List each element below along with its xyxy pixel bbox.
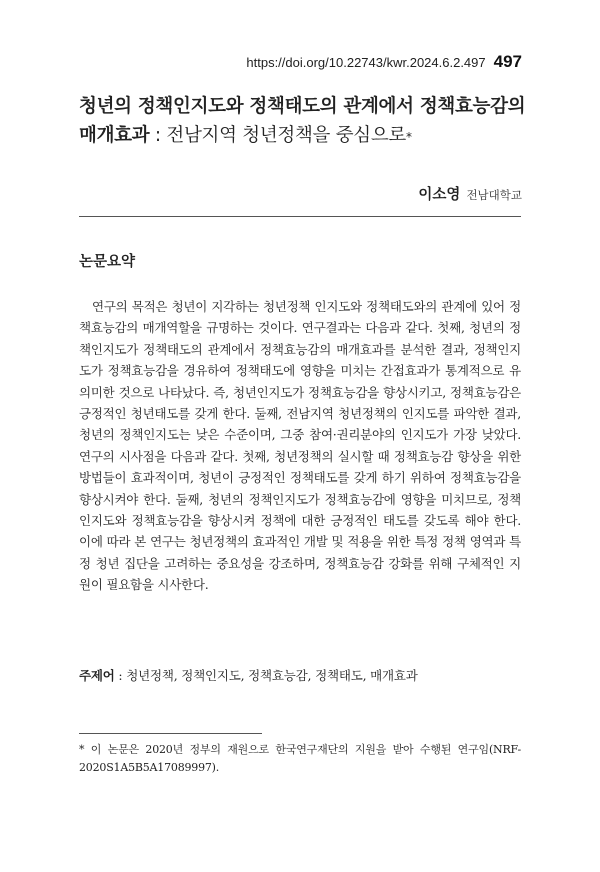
- page-number: 497: [493, 52, 522, 71]
- keywords-separator: :: [114, 668, 127, 683]
- abstract-heading: 논문요약: [79, 254, 136, 270]
- abstract-body: 연구의 목적은 청년이 지각하는 청년정책 인지도와 정책태도와의 관계에 있어 정책효능감의 매개역할을 규명하는 것이다. 연구결과는 다음과 같다. 첫째, 청년의 정책인지도가 정책태도의 관계에서 정책효능감의 매개효과를 분석한 결과, 정책인지도가 정책효능감을 경유하여 정책태도에 영향을 미치는 간접효과가 통계적으로 유의미한 것으로 나타났다. 즉, 청년인지도가 정책효능감을 향상시키고, 정책효능감은 긍정적인 청년태도를 갖게 한다. 둘째, 전남지역 청년정책의 인지도를 파악한 결과, 청년의 정책인지도는 낮은 수준이며, 그중 참여·권리분야의 인지도가 가장 낮았다. 연구의 시사점을 다음과 같다. 첫째, 청년정책의 실시할 때 정책효능감 향상을 위한 방법들이 효과적이며, 청년이 긍정적인 정책태도를 갖게 하기 위하여 정책효능감을 향상시켜야 한다. 둘째, 청년의 정책인지도가 정책효능감에 영향을 미치므로, 정책인지도와 정책효능감을 향상시켜 정책에 대한 긍정적인 태도를 갖도록 해야 한다. 이에 따라 본 연구는 청년정책의 효과적인 개발 및 적용을 위한 특정 정책 영역과 특정 청년 집단을 고려하는 중요성을 강조하며, 정책효능감 강화를 위해 구체적인 지원이 필요함을 시사한다.: [79, 299, 521, 593]
- page-header: [246, 52, 522, 72]
- paper-title: [79, 92, 531, 152]
- footnote-text: 이 논문은 2020년 정부의 재원으로 한국연구재단의 지원을 받아 수행된 연구임(NRF-2020S1A5B5A17089997).: [79, 743, 521, 774]
- author-line: [418, 183, 522, 204]
- header-divider: [79, 216, 521, 217]
- keywords: [79, 666, 521, 686]
- title-footnote-mark: *: [406, 130, 412, 144]
- footnote: [79, 741, 521, 777]
- footnote-divider: [79, 733, 262, 734]
- keywords-label: 주제어: [79, 668, 115, 683]
- author-affiliation: 전남대학교: [466, 188, 522, 202]
- title-main: 청년의 정책인지도와 정책태도의 관계에서 정책효능감의 매개효과: [79, 96, 526, 146]
- author-name: 이소영: [418, 187, 461, 203]
- doi-link[interactable]: https://doi.org/10.22743/kwr.2024.6.2.497: [246, 55, 486, 70]
- title-subtitle: 전남지역 청년정책을 중심으로: [166, 125, 406, 146]
- keywords-list: 청년정책, 정책인지도, 정책효능감, 정책태도, 매개효과: [126, 668, 418, 683]
- title-separator: :: [149, 125, 167, 146]
- footnote-mark: *: [79, 743, 85, 756]
